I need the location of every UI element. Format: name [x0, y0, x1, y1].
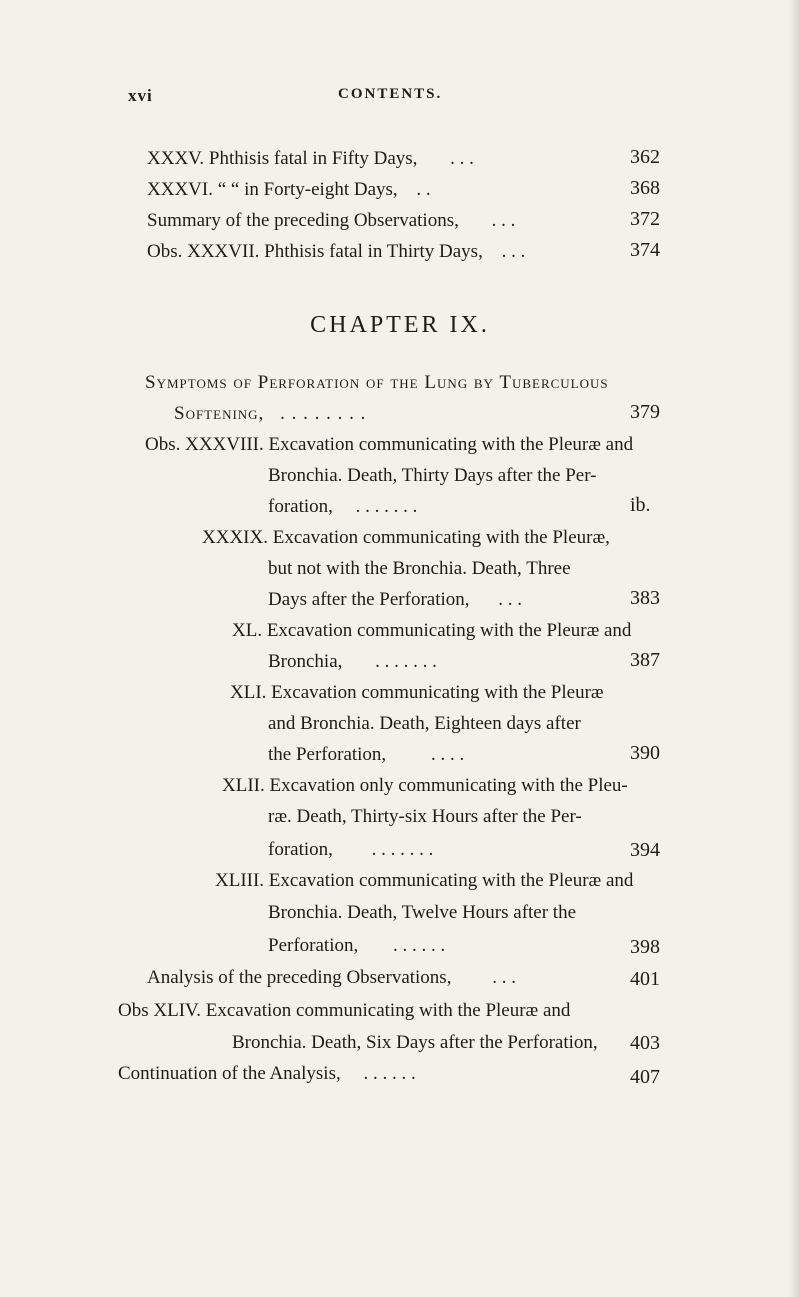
toc-entry-label: XXXV. Phthisis fatal in Fifty Days, [147, 148, 418, 169]
observation-line: and Bronchia. Death, Eighteen days after [268, 713, 581, 734]
toc-entry-label: Summary of the preceding Observations, [147, 210, 459, 231]
observation-line: foration, . . . . . . . [268, 496, 418, 517]
toc-page-number: 372 [630, 208, 660, 230]
toc-entry [147, 148, 474, 170]
toc-entry-label: Analysis of the preceding Observations, [147, 967, 452, 988]
toc-entry [147, 210, 515, 232]
toc-entry [147, 967, 516, 989]
toc-entry-label: XXXVI. “ “ in Forty-eight Days, [147, 179, 398, 200]
toc-entry [118, 1063, 416, 1085]
toc-entry [147, 241, 525, 263]
toc-entry-label: Obs. XXXVII. Phthisis fatal in Thirty Days, [147, 241, 483, 262]
toc-leader-dots: . . . [450, 148, 474, 169]
toc-page-number: ib. [630, 494, 651, 516]
toc-leader-dots: . . . . . . . [375, 651, 437, 672]
observation-line: XXXIX. Excavation communicating with the Pleuræ, [202, 527, 610, 548]
observation-line: XLI. Excavation communicating with the Pleuræ [230, 682, 604, 703]
toc-entry-continued: Bronchia. Death, Six Days after the Perforation, [232, 1032, 598, 1053]
page-folio: xvi [128, 86, 153, 105]
toc-page-number: 387 [630, 649, 660, 671]
observation-line: foration, . . . . . . . [268, 839, 434, 860]
page-edge-shadow [788, 0, 800, 1297]
toc-page-number: 374 [630, 239, 660, 261]
observation-line: Bronchia. Death, Thirty Days after the Per- [268, 465, 597, 486]
toc-page-number: 383 [630, 587, 660, 609]
observation-line: Perforation, . . . . . . [268, 935, 446, 956]
observation-line: Bronchia, . . . . . . . [268, 651, 437, 672]
running-title: CONTENTS. [338, 86, 443, 102]
toc-leader-dots: . . . . . . [392, 935, 446, 956]
observation-line: XLIII. Excavation communicating with the Pleuræ and [215, 870, 634, 891]
observation-line: XL. Excavation communicating with the Pleuræ and [232, 620, 632, 641]
toc-leader-dots: . . . . . . . [371, 839, 434, 860]
observation-line: the Perforation, . . . . [268, 744, 465, 765]
observation-line: but not with the Bronchia. Death, Three [268, 558, 571, 579]
toc-leader-dots: . . . . [430, 744, 465, 765]
toc-leader-dots: . . . . . . . . [280, 403, 367, 424]
toc-page-number: 390 [630, 742, 660, 764]
observation-line: XLII. Excavation only communicating with the Pleu- [222, 775, 628, 796]
toc-page-number: 394 [630, 839, 660, 861]
chapter-subject-continued: Softening, . . . . . . . . [174, 403, 367, 424]
observation-line: Bronchia. Death, Twelve Hours after the [268, 902, 577, 923]
toc-page-number: 362 [630, 146, 660, 168]
toc-page-number: 401 [630, 968, 660, 990]
chapter-subject: Symptoms of Perforation of the Lung by Tuberculous [145, 372, 609, 393]
toc-page-number: 403 [630, 1032, 660, 1054]
observation-line: Obs. XXXVIII. Excavation communicating with the Pleuræ and [145, 434, 634, 455]
toc-page-number: 398 [630, 936, 660, 958]
toc-leader-dots: . . . [491, 210, 516, 231]
toc-page-number: 407 [630, 1066, 660, 1088]
toc-leader-dots: . . . [498, 589, 523, 610]
toc-leader-dots: . . . [492, 967, 516, 988]
toc-entry: Obs XLIV. Excavation communicating with the Pleuræ and [118, 1000, 571, 1021]
toc-leader-dots: . . . [501, 241, 526, 262]
observation-line: ræ. Death, Thirty-six Hours after the Per- [268, 806, 582, 827]
observation-line: Days after the Perforation, . . . [268, 589, 523, 610]
toc-entry [147, 179, 431, 201]
toc-leader-dots: . . . . . . [363, 1063, 416, 1084]
toc-page-number: 368 [630, 177, 660, 199]
chapter-title: CHAPTER IX. [310, 312, 490, 338]
toc-entry-label: Continuation of the Analysis, [118, 1063, 341, 1084]
toc-leader-dots: . . [416, 179, 431, 200]
toc-page-number: 379 [630, 401, 660, 423]
toc-leader-dots: . . . . . . . [355, 496, 418, 517]
